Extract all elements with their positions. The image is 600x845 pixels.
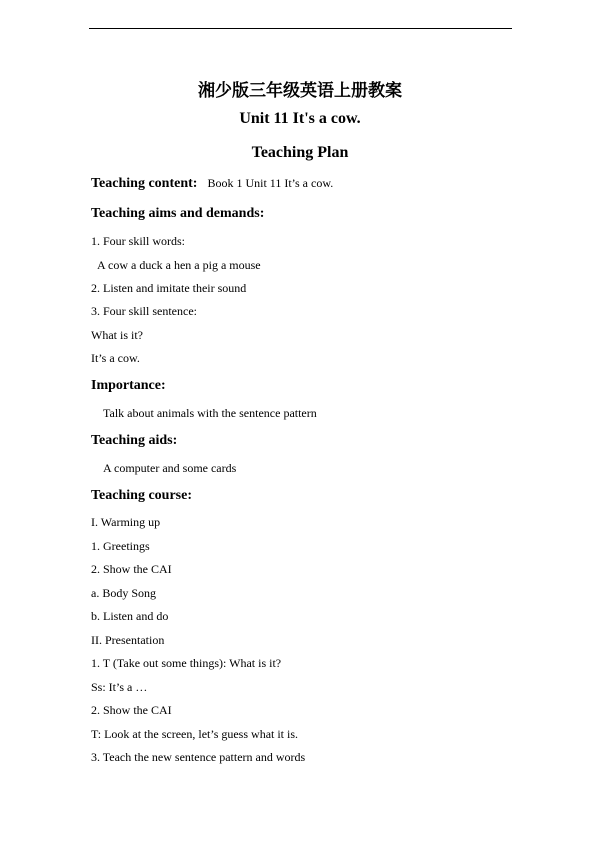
course-line: II. Presentation [91,633,165,647]
importance-heading: Importance: [91,378,166,393]
course-line: b. Listen and do [91,609,169,623]
course-line: I. Warming up [91,515,161,529]
course-line: 2. Show the CAI [91,562,172,576]
course-line: Ss: It’s a … [91,680,148,694]
plan-title: Teaching Plan [251,144,349,161]
aims-line: It’s a cow. [91,351,140,365]
teaching-content-label: Teaching content: [91,176,198,191]
course-line: 1. T (Take out some things): What is it? [91,656,282,670]
importance-text: Talk about animals with the sentence pattern [103,406,317,420]
aims-heading: Teaching aims and demands: [91,206,265,221]
aims-line: What is it? [91,328,143,342]
aids-text: A computer and some cards [103,461,237,475]
document-title-cn: 湘少版三年级英语上册教案 [198,81,402,101]
teaching-content-row [91,174,333,193]
aims-line: 2. Listen and imitate their sound [91,281,247,295]
aims-line: 3. Four skill sentence: [91,304,197,318]
aims-line: 1. Four skill words: [91,234,186,248]
aids-heading: Teaching aids: [91,433,178,448]
unit-title: Unit 11 It's a cow. [239,110,361,127]
course-heading: Teaching course: [91,488,192,503]
course-line: a. Body Song [91,586,157,600]
course-line: T: Look at the screen, let’s guess what it is. [91,727,299,741]
course-line: 2. Show the CAI [91,703,172,717]
course-line: 3. Teach the new sentence pattern and words [91,750,306,764]
course-line: 1. Greetings [91,539,150,553]
header-rule [89,28,512,29]
teaching-content-text: Book 1 Unit 11 It’s a cow. [207,176,334,190]
aims-line: A cow a duck a hen a pig a mouse [97,258,261,272]
